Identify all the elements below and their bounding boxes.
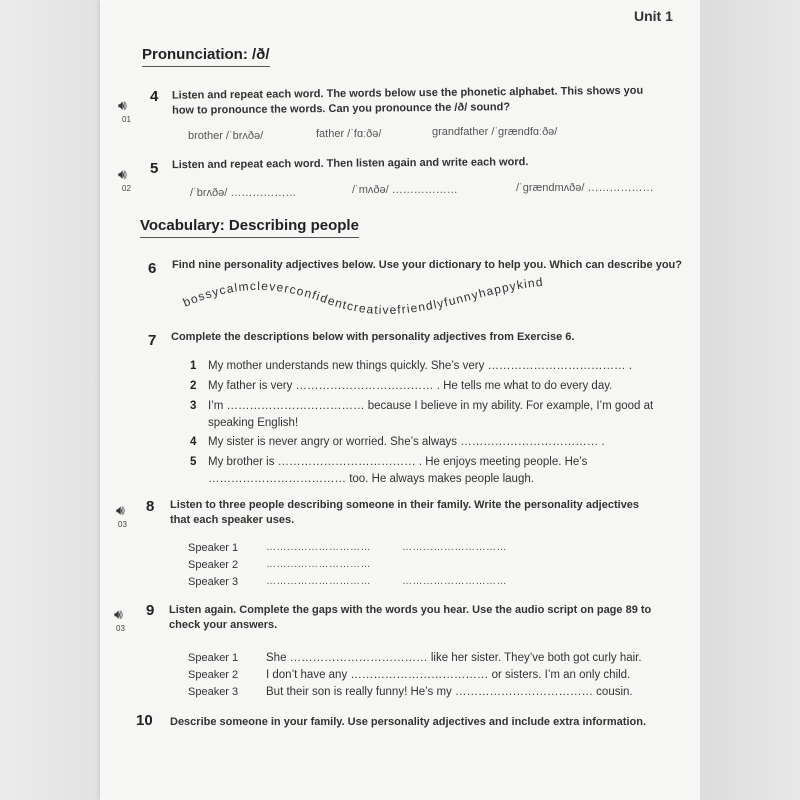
exercise-instruction: Complete the descriptions below with personality adjectives from Exercise 6. [171,331,575,343]
answer-gap[interactable]: ………………………… [266,559,371,570]
instruction-line: check your answers. [169,619,278,631]
exercise-number: 9 [146,602,155,619]
item-number: 5 [190,456,197,468]
instruction-line: Listen to three people describing someone in their family. Write the personality adjectives [170,499,640,511]
unit-label: Unit 1 [634,8,673,24]
audio-icon[interactable]: 🔊︎ [118,97,127,113]
audio-icon[interactable]: 🔊︎ [116,502,125,518]
sentence-line: My sister is never angry or worried. She’s always ……………………………… . [208,436,605,448]
section-title-vocabulary: Vocabulary: Describing people [140,217,359,238]
exercise-instruction [172,83,682,118]
exercise-instruction: Describe someone in your family. Use personality adjectives and include extra information. [170,716,646,728]
exercise-number: 7 [148,332,157,349]
gap-sentence: But their son is really funny! He’s my ……………………………… cousin. [266,686,633,698]
track-number: 03 [118,520,127,529]
gap-sentence: I don’t have any ……………………………… or sisters. I’m an only child. [266,669,631,681]
instruction-line: how to pronounce the words. Can you pronounce the /ð/ sound? [172,101,511,117]
sentence-line: My mother understands new things quickly. She’s very ……………………………… . [208,360,632,372]
left-page-edge [0,0,100,800]
exercise-number: 8 [146,498,155,515]
section-title-pronunciation: Pronunciation: /ð/ [142,46,270,67]
exercise-number: 10 [136,712,153,729]
speaker-label: Speaker 3 [188,686,239,698]
phonetic-word: brother /ˈbrʌðə/ [188,130,264,142]
answer-gap[interactable]: ………………………… [402,576,507,587]
word-snake [175,275,655,325]
exercise-number: 6 [148,260,157,277]
exercise-number: 5 [150,160,159,177]
track-number: 03 [116,624,125,633]
speaker-label: Speaker 3 [188,576,239,588]
gap-sentence: She ……………………………… like her sister. They’ve both got curly hair. [266,652,642,664]
speaker-label: Speaker 1 [188,652,239,664]
exercise-instruction: Find nine personality adjectives below. Use your dictionary to help you. Which can describe you? [172,259,682,271]
item-number: 2 [190,380,197,392]
answer-gap[interactable]: ………………………… [402,542,507,553]
item-number: 1 [190,360,197,372]
speaker-label: Speaker 1 [188,542,239,554]
audio-icon[interactable]: 🔊︎ [114,606,123,622]
exercise-instruction: Listen and repeat each word. Then listen again and write each word. [171,156,529,172]
instruction-line: Listen and repeat each word. The words below use the phonetic alphabet. This shows you [171,84,644,102]
answer-gap[interactable]: ………………………… [266,542,371,553]
speaker-label: Speaker 2 [188,559,239,571]
exercise-instruction [170,498,690,528]
answer-gap[interactable]: ………………………… [266,576,371,587]
sentence-line: ……………………………… too. He always makes people laugh. [208,473,534,485]
word-snake-text: bossycalmcleverconfidentcreativefriendlyfunnyhappykind [180,275,545,318]
exercise-number: 4 [150,88,159,105]
svg-text:bossycalmcleverconfidentcreati [181,275,544,317]
phonetic-gap: /ˈmʌðə/ ……………… [352,184,458,196]
track-number: 02 [122,184,131,193]
phonetic-gap: /ˈbrʌðə/ ……………… [190,187,297,199]
instruction-line: that each speaker uses. [170,514,295,526]
phonetic-word: grandfather /ˈɡrændfɑːðə/ [432,126,558,138]
right-page-edge [700,0,800,800]
speaker-label: Speaker 2 [188,669,239,681]
item-number: 4 [190,436,197,448]
track-number: 01 [122,115,131,124]
exercise-instruction [169,603,699,633]
sentence-line: speaking English! [208,417,299,429]
instruction-line: Listen again. Complete the gaps with the words you hear. Use the audio script on page 89 to [169,604,652,616]
phonetic-word: father /ˈfɑːðə/ [316,128,382,140]
item-number: 3 [190,400,197,412]
sentence-line: My father is very ……………………………… . He tells me what to do every day. [208,380,613,392]
sentence-line: My brother is ……………………………… . He enjoys meeting people. He’s [208,456,588,468]
audio-icon[interactable]: 🔊︎ [118,166,127,182]
sentence-line: I’m ……………………………… because I believe in my ability. For example, I’m good at [208,400,654,412]
phonetic-gap: /ˈɡrændmʌðə/ ……………… [516,182,654,194]
